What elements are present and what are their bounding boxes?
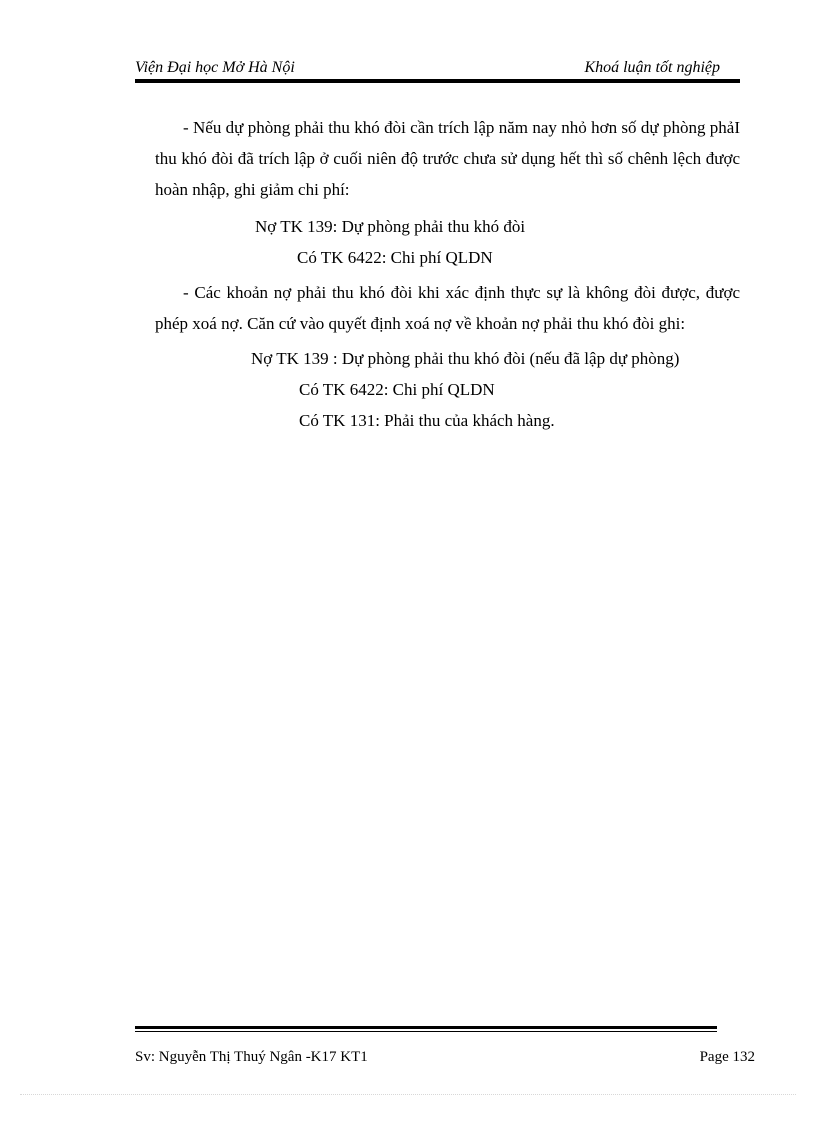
journal-entry-credit-6422-writeoff: Có TK 6422: Chi phí QLDN [299,380,495,399]
page-body [155,112,740,436]
paragraph-reversal-provision: - Nếu dự phòng phải thu khó đòi cần trích lập năm nay nhỏ hơn số dự phòng phảI thu khó đòi đã trích lập ở cuối niên độ trước chưa sử dụng hết thì số chênh lệch được hoàn nhập, ghi giảm chi phí: [155,118,740,199]
page-header [135,58,720,80]
header-document-type: Khoá luận tốt nghiệp [584,59,720,76]
page-bottom-edge [20,1094,796,1095]
page-footer [135,1047,755,1069]
header-institution: Viện Đại học Mở Hà Nội [135,59,295,76]
journal-entry-debit-139-writeoff: Nợ TK 139 : Dự phòng phải thu khó đòi (nếu đã lập dự phòng) [251,349,680,368]
paragraph-write-off-debt: - Các khoản nợ phải thu khó đòi khi xác định thực sự là không đòi được, được phép xoá nợ. Căn cứ vào quyết định xoá nợ về khoản nợ phải thu khó đòi ghi: [155,283,740,333]
journal-entry-credit-131: Có TK 131: Phải thu của khách hàng. [299,411,555,430]
header-divider [135,79,740,83]
footer-divider [135,1026,717,1032]
page-number: Page 132 [699,1049,755,1065]
footer-student-info: Sv: Nguyễn Thị Thuý Ngân -K17 KT1 [135,1049,368,1065]
journal-entry-credit-6422: Có TK 6422: Chi phí QLDN [297,248,493,267]
journal-entry-debit-139: Nợ TK 139: Dự phòng phải thu khó đòi [255,217,526,236]
